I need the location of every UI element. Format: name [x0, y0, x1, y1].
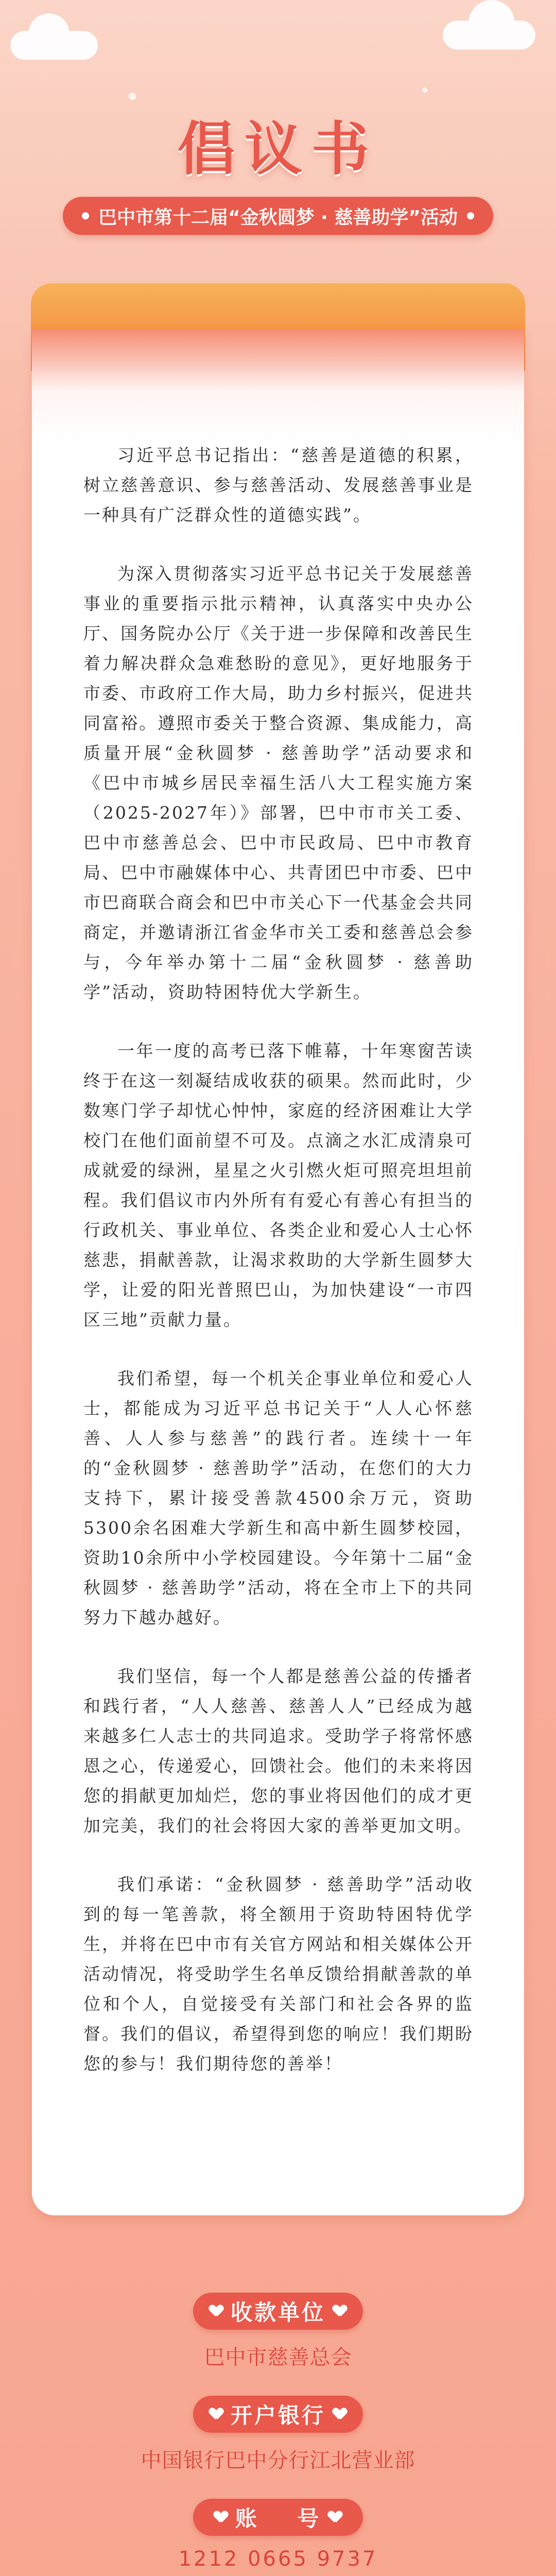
bullet-dot-icon: [82, 212, 89, 219]
page-title: 倡议书: [178, 116, 378, 183]
letter-paragraph: 我们坚信，每一个人都是慈善公益的传播者和践行者，“人人慈善、慈善人人”已经成为越来越多仁人志士的共同追求。受助学子将常怀感恩之心，传递爱心，回馈社会。他们的未来将因您的捐献更加灿烂，您的事业将因他们的成才更加完美，我们的社会将因大家的善举更加文明。: [83, 1666, 474, 1836]
subtitle-text: 巴中市第十二届“金秋圆梦 · 慈善助学”活动: [98, 207, 458, 228]
heart-icon: [329, 2511, 341, 2523]
letter-paragraph: 一年一度的高考已落下帷幕，十年寒窗苦读终于在这一刻凝结成收获的硕果。然而此时，少数寒门学子却忧心忡忡，家庭的经济困难让大学校门在他们面前望不可及。点滴之水汇成清泉可成就爱的绿洲，星星之火引燃火炬可照亮坦坦前程。我们倡议市内外所有有爱心有善心有担当的行政机关、事业单位、各类企业和爱心人士心怀慈悲，捐献善款，让渴求救助的大学新生圆梦大学，让爱的阳光普照巴山，为加快建设“一市四区三地”贡献力量。: [83, 1041, 474, 1330]
heart-icon: [334, 2408, 346, 2420]
sparkle-decoration: [129, 93, 136, 100]
recipient-label-pill: [193, 2293, 363, 2330]
header: [0, 0, 556, 268]
account-label: 账 号: [235, 2506, 321, 2531]
bank-label: 开户银行: [230, 2403, 325, 2428]
account-label-pill: [193, 2499, 363, 2536]
bank-value: 中国银行巴中分行江北营业部: [141, 2449, 415, 2472]
bank-label-pill: [193, 2396, 363, 2433]
letter-paragraph: 为深入贯彻落实习近平总书记关于发展慈善事业的重要指示批示精神，认真落实中央办公厅、国务院办公厅《关于进一步保障和改善民生着力解决群众急难愁盼的意见》，更好地服务于市委、市政府工作大局，助力乡村振兴，促进共同富裕。遵照市委关于整合资源、集成能力，高质量开展“金秋圆梦 · 慈善助学”活动要求和《巴中市城乡居民幸福生活八大工程实施方案（2025-2027年）》部署，巴中市市关工委、巴中市慈善总会、巴中市民政局、巴中市教育局、巴中市融媒体中心、共青团巴中市委、巴中市巴商联合商会和巴中市关心下一代基金会共同商定，并邀请浙江省金华市关工委和慈善总会参与，今年举办第十二届“金秋圆梦 · 慈善助学”活动，资助特困特优大学新生。: [83, 564, 474, 1002]
account-section: [0, 2499, 556, 2571]
heart-icon: [210, 2408, 222, 2420]
recipient-label: 收款单位: [230, 2300, 325, 2325]
letter-paragraph: 我们承诺：“金秋圆梦 · 慈善助学”活动收到的每一笔善款，将全额用于资助特困特优学生，并将在巴中市有关官方网站和相关媒体公开活动情况，将受助学生名单反馈给捐献善款的单位和个人，自觉接受有关部门和社会各界的监督。我们的倡议，希望得到您的响应！我们期盼您的参与！我们期待您的善举！: [83, 1874, 474, 2074]
account-value: 1212 0665 9737: [178, 2547, 378, 2571]
heart-icon: [215, 2511, 227, 2523]
heart-icon: [210, 2305, 222, 2317]
bank-section: [0, 2396, 556, 2473]
recipient-value: 巴中市慈善总会: [204, 2346, 352, 2369]
cloud-decoration: [443, 21, 535, 49]
subtitle-banner: [63, 197, 493, 235]
letter-paragraph: 习近平总书记指出：“慈善是道德的积累，树立慈善意识、参与慈善活动、发展慈善事业是一种具有广泛群众性的道德实践”。: [83, 445, 474, 525]
heart-icon: [334, 2305, 346, 2317]
cloud-decoration: [10, 31, 98, 60]
sparkle-decoration: [422, 88, 427, 93]
recipient-section: [0, 2293, 556, 2370]
letter-paragraph: 我们希望，每一个机关企事业单位和爱心人士，都能成为习近平总书记关于“人人心怀慈善、人人参与慈善”的践行者。连续十一年的“金秋圆梦 · 慈善助学”活动，在您们的大力支持下，累计接受善款4500余万元，资助5300余名困难大学新生和高中新生圆梦校园，资助10余所中小学校园建设。今年第十二届“金秋圆梦 · 慈善助学”活动，将在全市上下的共同努力下越办越好。: [83, 1368, 474, 1628]
bullet-dot-icon: [467, 212, 474, 219]
letter-body: [83, 440, 474, 2108]
